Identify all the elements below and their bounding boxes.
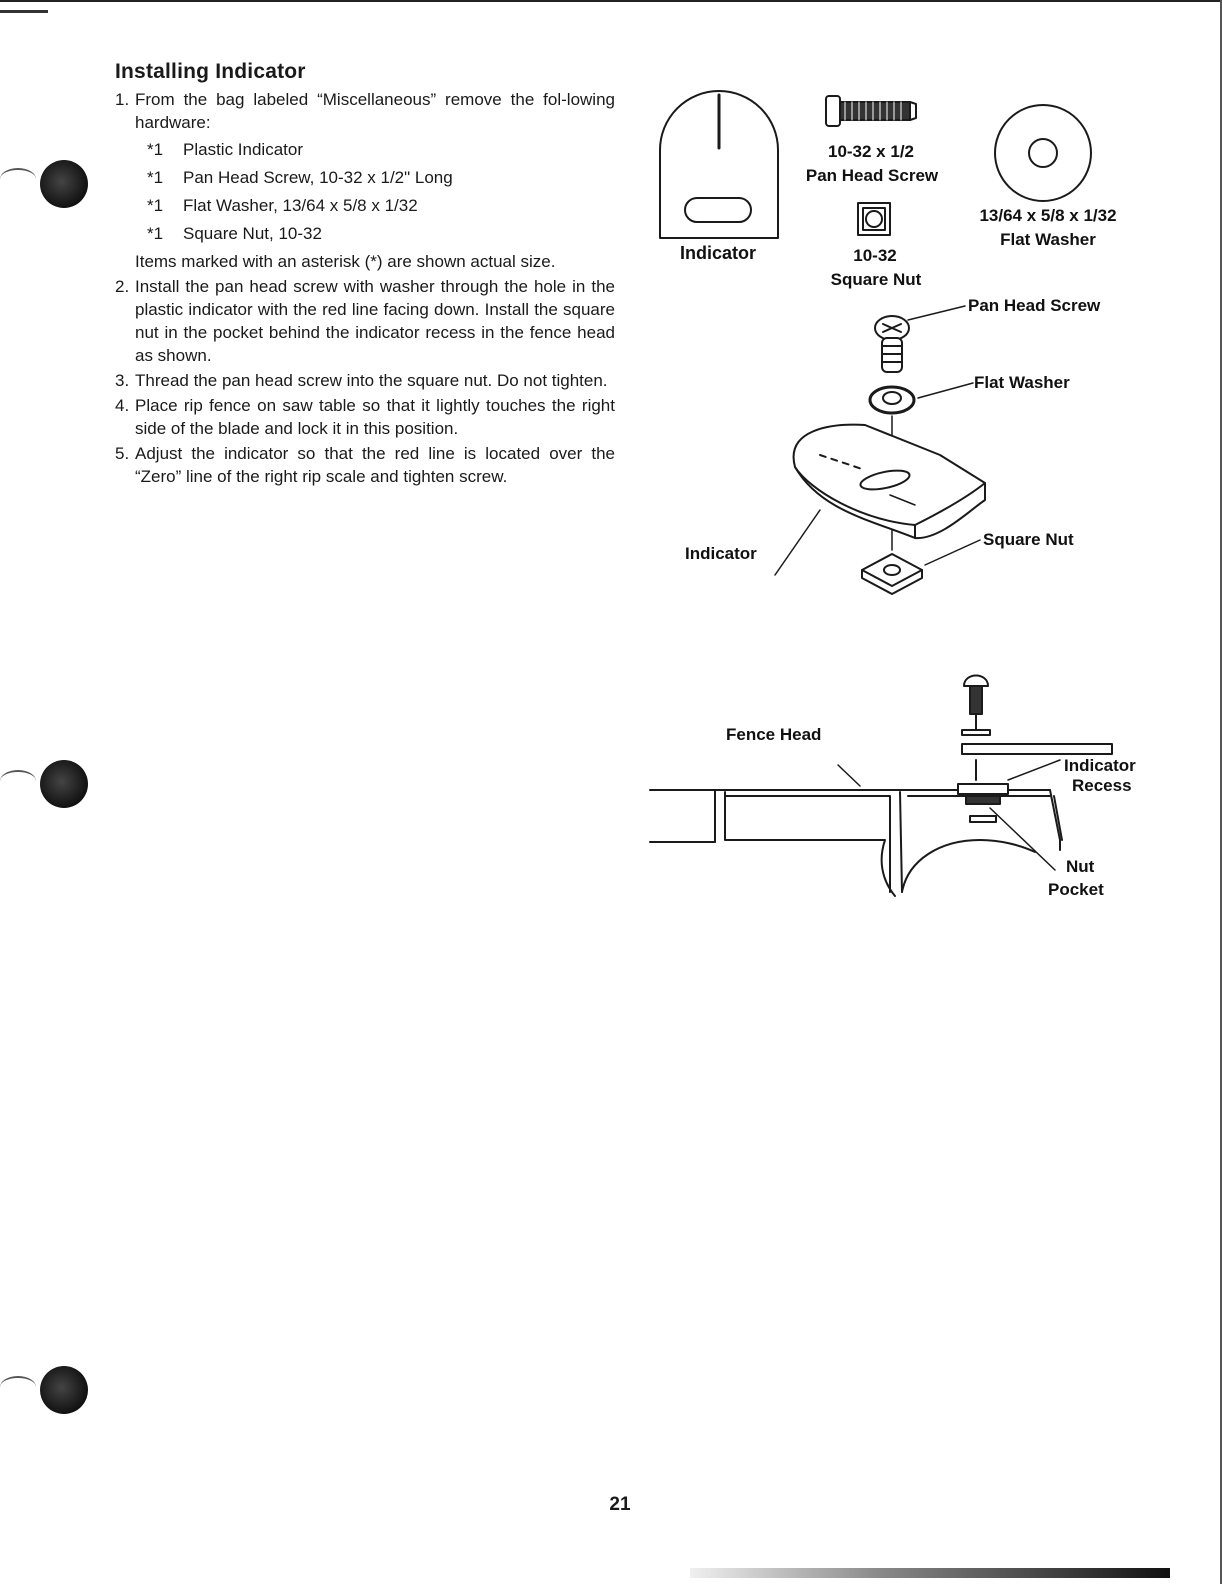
step-number: 2. bbox=[115, 277, 130, 296]
fence-head-section bbox=[650, 676, 1112, 897]
label-fence-head: Fence Head bbox=[726, 725, 822, 744]
leader-fence-head bbox=[838, 765, 860, 786]
label-nut-pocket-line1: Nut bbox=[1066, 857, 1095, 876]
hardware-name: Plastic Indicator bbox=[183, 140, 303, 159]
hardware-qty: *1 bbox=[147, 224, 164, 243]
label-indicator-recess-line2: Recess bbox=[1072, 776, 1132, 795]
label-nut-name: Square Nut bbox=[830, 270, 922, 289]
leader-recess bbox=[1008, 760, 1060, 780]
screw-drawing bbox=[826, 96, 916, 126]
label-washer-name: Flat Washer bbox=[1000, 230, 1096, 249]
step-3 bbox=[115, 369, 615, 392]
binder-hole-shadow bbox=[0, 1376, 36, 1398]
hardware-name: Square Nut, 10-32 bbox=[183, 224, 322, 243]
leader-screw bbox=[908, 306, 965, 320]
hardware-item bbox=[135, 164, 615, 192]
step-1 bbox=[115, 88, 615, 273]
label-screw-name: Pan Head Screw bbox=[805, 166, 939, 185]
leader-washer bbox=[918, 383, 973, 398]
step-2 bbox=[115, 275, 615, 367]
instructions-section bbox=[115, 60, 615, 490]
flat-washer-drawing bbox=[995, 105, 1091, 201]
scan-edge-top bbox=[0, 0, 1222, 2]
binder-hole-middle bbox=[40, 760, 88, 808]
exploded-screw bbox=[875, 316, 909, 372]
scan-mark bbox=[0, 10, 48, 13]
scan-edge-bottom bbox=[690, 1568, 1170, 1578]
section-heading: Installing Indicator bbox=[115, 60, 306, 83]
step-text: Place rip fence on saw table so that it lightly touches the right side of the blade and lock it in this position. bbox=[135, 396, 615, 438]
square-nut-drawing bbox=[858, 203, 890, 235]
hardware-list bbox=[135, 136, 615, 248]
binder-hole-bottom bbox=[40, 1366, 88, 1414]
step-number: 5. bbox=[115, 444, 130, 463]
label-exploded-nut: Square Nut bbox=[983, 530, 1074, 549]
label-screw-size: 10-32 x 1/2 bbox=[827, 142, 914, 161]
leader-nut bbox=[925, 540, 980, 565]
binder-hole-shadow bbox=[0, 770, 36, 792]
step-number: 4. bbox=[115, 396, 130, 415]
step-4 bbox=[115, 394, 615, 440]
step-text: Thread the pan head screw into the square nut. Do not tighten. bbox=[135, 371, 608, 390]
label-indicator-recess-line1: Indicator bbox=[1064, 756, 1136, 775]
step-text: Adjust the indicator so that the red line is located over the “Zero” line of the right rip scale and tighten screw. bbox=[135, 444, 615, 486]
binder-hole-shadow bbox=[0, 168, 36, 190]
binder-hole-top bbox=[40, 160, 88, 208]
instruction-steps bbox=[115, 88, 615, 488]
label-nut-pocket-line2: Pocket bbox=[1048, 880, 1104, 899]
hardware-qty: *1 bbox=[147, 168, 164, 187]
hardware-item bbox=[135, 136, 615, 164]
step-5 bbox=[115, 442, 615, 488]
label-nut-size: 10-32 bbox=[853, 246, 897, 265]
step-text: Install the pan head screw with washer through the hole in the plastic indicator with the red line facing down. Install the square nut in the pocket behind the indicator recess in the fence head as shown. bbox=[135, 277, 615, 365]
step-number: 3. bbox=[115, 371, 130, 390]
indicator-assembly-figure bbox=[640, 80, 1200, 920]
hardware-note: Items marked with an asterisk (*) are shown actual size. bbox=[135, 252, 556, 271]
exploded-washer bbox=[870, 387, 914, 413]
exploded-nut bbox=[862, 554, 922, 594]
label-exploded-indicator: Indicator bbox=[685, 544, 757, 563]
step-number: 1. bbox=[115, 90, 130, 109]
label-exploded-washer: Flat Washer bbox=[974, 373, 1070, 392]
hardware-name: Flat Washer, 13/64 x 5/8 x 1/32 bbox=[183, 196, 418, 215]
label-indicator-part: Indicator bbox=[680, 243, 757, 263]
leader-indicator bbox=[775, 510, 820, 575]
exploded-indicator bbox=[794, 425, 985, 538]
hardware-name: Pan Head Screw, 10-32 x 1/2" Long bbox=[183, 168, 453, 187]
hardware-item bbox=[135, 220, 615, 248]
indicator-part-drawing bbox=[660, 91, 778, 238]
label-exploded-screw: Pan Head Screw bbox=[968, 296, 1101, 315]
leader-pocket bbox=[990, 808, 1055, 870]
step-text: From the bag labeled “Miscellaneous” remove the fol-lowing hardware: bbox=[135, 90, 615, 132]
hardware-qty: *1 bbox=[147, 140, 164, 159]
hardware-qty: *1 bbox=[147, 196, 164, 215]
label-washer-size: 13/64 x 5/8 x 1/32 bbox=[979, 206, 1117, 225]
page-number: 21 bbox=[609, 1494, 631, 1515]
hardware-item bbox=[135, 192, 615, 220]
